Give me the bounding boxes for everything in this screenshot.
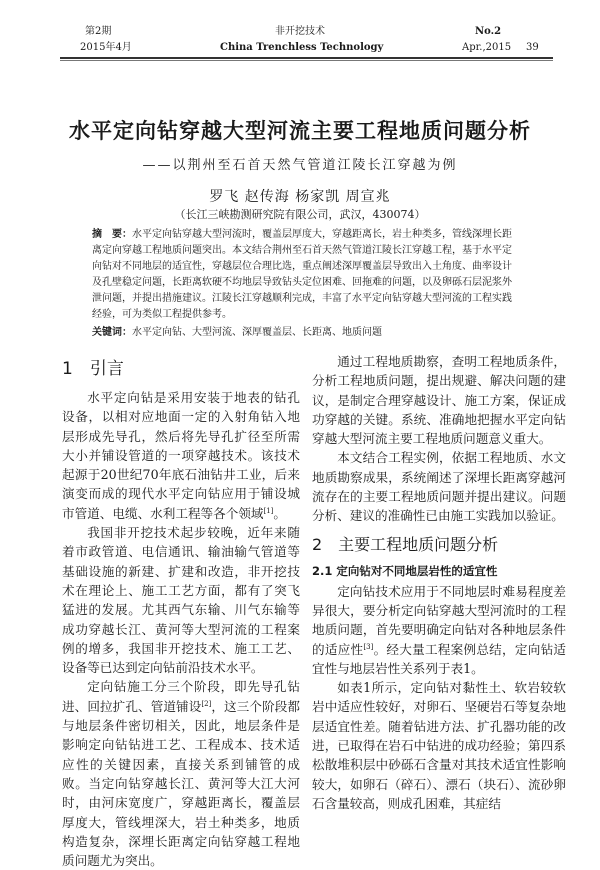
authors: 罗飞 赵传海 杨家凯 周宣兆 xyxy=(209,189,391,205)
paper-subtitle: ——以荆州至石首天然气管道江陵长江穿越为例 xyxy=(142,158,458,173)
abstract xyxy=(92,227,512,323)
paragraph: 通过工程地质勘察，查明工程地质条件，分析工程地质问题，提出规避、解决问题的建议，是制定合理穿越设计、施工方案，保证成功穿越的关键。系统、准确地把握水平定向钻穿越大型河流主要工程地质问题意义重大。 xyxy=(312,354,566,447)
affiliation: （长江三峡勘测研究院有限公司，武汉，430074） xyxy=(174,208,426,221)
header-journal-cn: 非开挖技术 xyxy=(275,26,325,37)
citation: [3] xyxy=(363,642,374,651)
paragraph: 本文结合工程实例，依据工程地质、水文地质勘察成果，系统阐述了深埋长距离穿越河流存在的主要工程地质问题并提出建议。问题分析、建议的准确性已由施工实践加以验证。 xyxy=(312,450,566,524)
header-issue-en: No.2 xyxy=(475,26,502,37)
keywords-text: 水平定向钻、大型河流、深厚覆盖层、长距离、地质问题 xyxy=(132,327,382,338)
header-date-en: Apr.,2015 xyxy=(462,42,512,53)
paragraph: 我国非开挖技术起步较晚，近年来随着市政管道、电信通讯、输油输气管道等基础设施的新建、扩建和改造，非开挖技术在理论上、施工工艺方面，都有了突飞猛进的发展。尤其西气东输、川气东输等成功穿越长江、黄河等大型河流的工程案例的增多，我国非开挖技术、施工工艺、设备等已达到定向钻前沿技术水平。 xyxy=(62,525,300,676)
citation: [1] xyxy=(263,506,274,515)
subsection-heading-2-1: 2.1 定向钻对不同地层岩性的适宜性 xyxy=(312,563,498,578)
page-number: 39 xyxy=(526,42,539,53)
section-heading-2: 2 主要工程地质问题分析 xyxy=(312,534,499,554)
section-heading-intro: 1 引言 xyxy=(62,359,124,379)
keywords-label: 关键词： xyxy=(92,327,132,338)
keywords xyxy=(92,325,512,341)
abstract-text: 水平定向钻穿越大型河流时，覆盖层厚度大，穿越距离长，岩土种类多，管线深埋长距离定向穿越工程地质问题突出。本文结合荆州至石首天然气管道江陵长江穿越工程，基于水平定向钻对不同地层的适宜性，穿越层位合理比选，重点阐述深厚覆盖层导致出入土角度、曲率设计及孔壁稳定问题，长距离软硬不均地层导致钻头定位困难、回拖难的问题，以及卵砾石层泥浆外泄问题，并提出措施建议。江陵长江穿越顺利完成，丰富了水平定向钻穿越大型河流的工程实践经验，可为类似工程提供参考。 xyxy=(92,229,512,320)
abstract-block xyxy=(92,227,512,341)
header-issue: 第2期 xyxy=(85,26,112,37)
header-date: 2015年4月 xyxy=(80,42,132,53)
paragraph-text: 。 xyxy=(273,505,287,521)
paragraph-text: 。经大量工程案例总结，定向钻适宜性与地层岩性关系列于表1。 xyxy=(312,641,567,676)
paragraph xyxy=(312,582,566,678)
paragraph-text: 水平定向钻是采用安装于地表的钻孔设备，以相对应地面一定的入射角钻入地层形成先导孔，然后将先导孔扩径至所需大小并铺设管道的一项穿越技术。该技术起源于20世纪70年底石油钻井工业，后来演变而成的现代水平定向钻应用于铺设城市管道、电缆、水利工程等各个领域 xyxy=(62,390,300,521)
header-rule xyxy=(60,57,553,59)
paragraph xyxy=(62,388,300,523)
paragraph xyxy=(62,677,300,870)
paragraph-text: 定向钻施工分三个阶段，即先导孔钻进、回拉扩孔、管道铺设 xyxy=(62,679,300,714)
paper-title: 水平定向钻穿越大型河流主要工程地质问题分析 xyxy=(69,119,531,143)
right-column xyxy=(312,352,566,813)
citation: [2] xyxy=(201,699,212,708)
header-rule-thin xyxy=(60,60,553,61)
paragraph: 如表1所示，定向钻对黏性土、软岩较软岩中适应性较好，对卵石、坚硬岩石等复杂地层适宜性差。随着钻进方法、扩孔器功能的改进，已取得在岩石中钻进的成功经验；第四系松散堆积层中砂砾石含量对其技术适宜性影响较大，如卵石（碎石）、漂石（块石）、流砂卵石含量较高，则成孔困难，其症结 xyxy=(312,680,566,811)
paragraph-text: ，这三个阶段都与地层条件密切相关，因此，地层条件是影响定向钻钻进工艺、工程成本、技术适应性的关键因素，直接关系到铺管的成败。当定向钻穿越长江、黄河等大江大河时，由河床宽度广，穿越距离长，覆盖层厚度大，管线埋深大，岩土种类多，地质构造复杂，深埋长距离定向钻穿越工程地质问题尤为突出。 xyxy=(62,698,301,869)
paragraph-text: 定向钻技术应用于不同地层时难易程度差异很大，要分析定向钻穿越大型河流时的工程地质问题，首先要明确定向钻对各种地层条件的适应性 xyxy=(312,583,566,657)
abstract-label: 摘 要： xyxy=(92,229,132,240)
left-column xyxy=(62,358,300,870)
header-journal-en: China Trenchless Technology xyxy=(220,42,384,53)
